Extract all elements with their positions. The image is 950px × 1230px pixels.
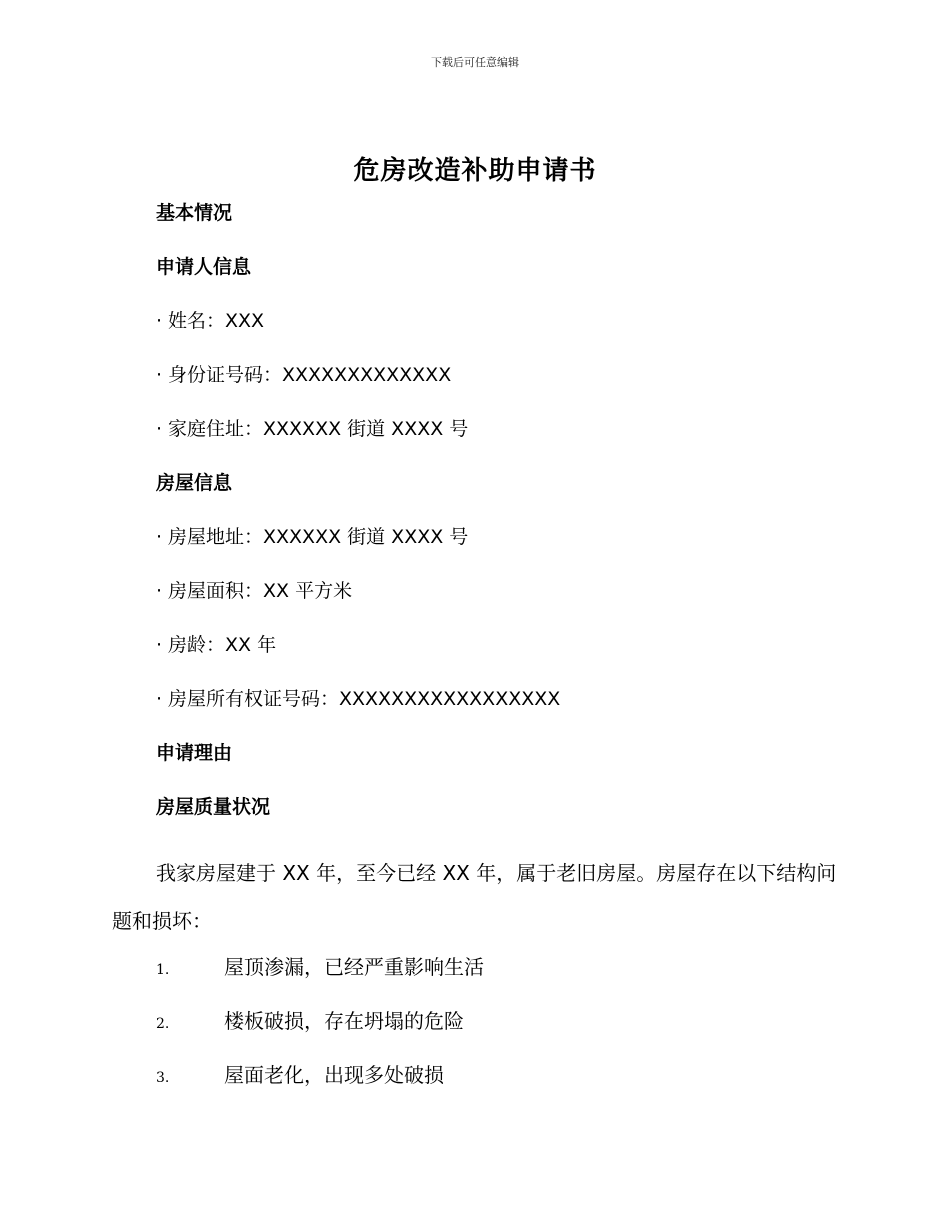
problem-text: 屋面老化，出现多处破损 [224, 1063, 444, 1087]
problem-text: 屋顶渗漏，已经严重影响生活 [224, 955, 484, 979]
house-age-text: 房龄：XX 年 [168, 634, 277, 656]
section-heading-applicant: 申请人信息 [156, 256, 252, 278]
problem-item-2 [112, 1005, 842, 1059]
house-address-item [112, 521, 842, 575]
list-number: 3. [156, 1070, 170, 1086]
bullet-icon: · [156, 418, 163, 440]
document-body [112, 197, 842, 1113]
bullet-icon: · [156, 634, 163, 656]
list-number: 2. [156, 1016, 170, 1032]
bullet-icon: · [156, 364, 163, 386]
document-title: 危房改造补助申请书 [353, 156, 597, 186]
house-area-text: 房屋面积：XX 平方米 [168, 580, 353, 602]
applicant-address-item [112, 413, 842, 467]
section-heading-reason: 申请理由 [156, 742, 233, 764]
house-age-item [112, 629, 842, 683]
house-certificate-item [112, 683, 842, 737]
house-address-text: 房屋地址：XXXXXX 街道 XXXX 号 [168, 526, 469, 548]
section-heading-basic: 基本情况 [156, 202, 233, 224]
applicant-id-text: 身份证号码：XXXXXXXXXXXXX [168, 364, 452, 386]
house-area-item [112, 575, 842, 629]
applicant-name-item [112, 305, 842, 359]
bullet-icon: · [156, 310, 163, 332]
problem-text: 楼板破损，存在坍塌的危险 [224, 1009, 464, 1033]
bullet-icon: · [156, 580, 163, 602]
house-certificate-text: 房屋所有权证号码：XXXXXXXXXXXXXXXXX [168, 688, 561, 710]
bullet-icon: · [156, 526, 163, 548]
quality-paragraph: 我家房屋建于 XX 年，至今已经 XX 年，属于老旧房屋。房屋存在以下结构问题和损坏： [112, 861, 837, 933]
header-note: 下载后可任意编辑 [431, 56, 519, 69]
problem-item-3 [112, 1059, 842, 1113]
applicant-name-text: 姓名：XXX [168, 310, 265, 332]
problem-item-1 [112, 951, 842, 1005]
bullet-icon: · [156, 688, 163, 710]
section-heading-quality: 房屋质量状况 [156, 796, 271, 818]
section-heading-house: 房屋信息 [156, 472, 233, 494]
list-number: 1. [156, 962, 170, 978]
applicant-address-text: 家庭住址：XXXXXX 街道 XXXX 号 [168, 418, 469, 440]
applicant-id-item [112, 359, 842, 413]
